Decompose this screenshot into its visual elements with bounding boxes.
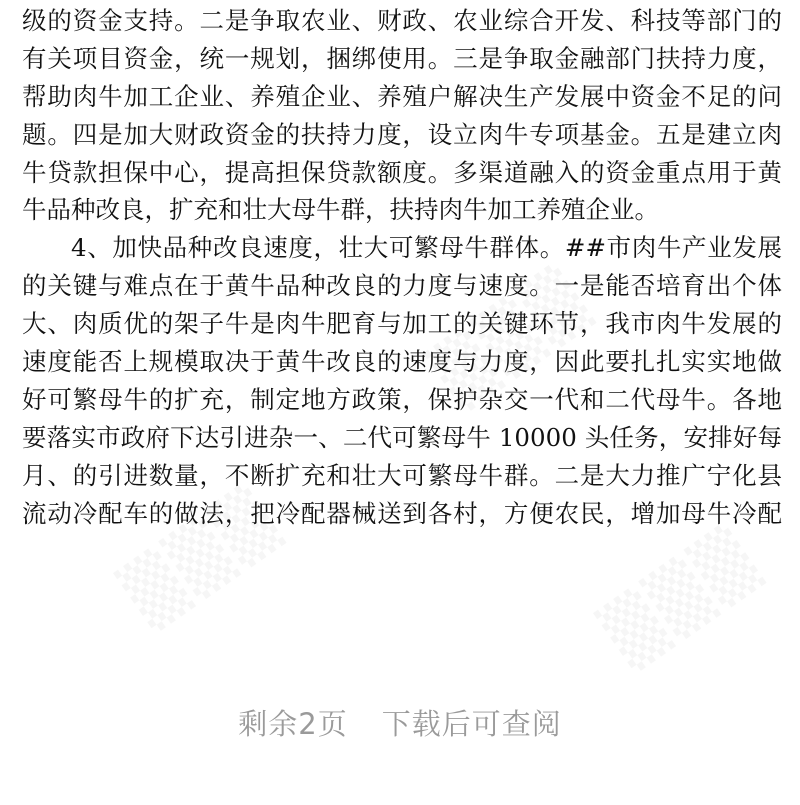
remaining-pages-label: 剩余2页 [238,707,348,741]
paragraph-line: 月、的引进数量，不断扩充和壮大可繁母牛群。二是大力推广宁化县 [22,460,782,490]
paragraph-line: 速度能否上规模取决于黄牛改良的速度与力度，因此要扎扎实实地做 [22,347,782,377]
document-body [22,2,782,532]
paragraph-line: 有关项目资金，统一规划，捆绑使用。三是争取金融部门扶持力度， [22,43,782,73]
paragraph-line: 题。四是加大财政资金的扶持力度，设立肉牛专项基金。五是建立肉 [22,119,782,149]
paragraph-line: 好可繁母牛的扩充，制定地方政策，保护杂交一代和二代母牛。各地 [22,384,782,414]
paragraph-line: 要落实市政府下达引进杂一、二代可繁母牛 10000 头任务，安排好每 [22,422,782,452]
paragraph-line: 的关键与难点在于黄牛品种改良的力度与速度。一是能否培育出个体 [22,271,782,301]
download-prompt[interactable] [0,702,800,743]
paragraph-line: 4、加快品种改良速度，壮大可繁母牛群体。##市肉牛产业发展 [71,233,782,263]
paragraph-line: 流动冷配车的做法，把冷配器械送到各村，方便农民，增加母牛冷配 [22,498,782,528]
paragraph-line: 大、肉质优的架子牛是肉牛肥育与加工的关键环节，我市肉牛发展的 [22,309,782,339]
paragraph-line: 帮助肉牛加工企业、养殖企业、养殖户解决生产发展中资金不足的问 [22,81,782,111]
paragraph-line: 牛品种改良，扩充和壮大母牛群，扶持肉牛加工养殖企业。 [22,195,659,225]
download-to-view-link[interactable]: 下载后可查阅 [381,707,562,741]
paragraph-line: 级的资金支持。二是争取农业、财政、农业综合开发、科技等部门的 [22,6,782,35]
watermark [594,519,772,675]
paragraph-line: 牛贷款担保中心，提高担保贷款额度。多渠道融入的资金重点用于黄 [22,157,782,187]
